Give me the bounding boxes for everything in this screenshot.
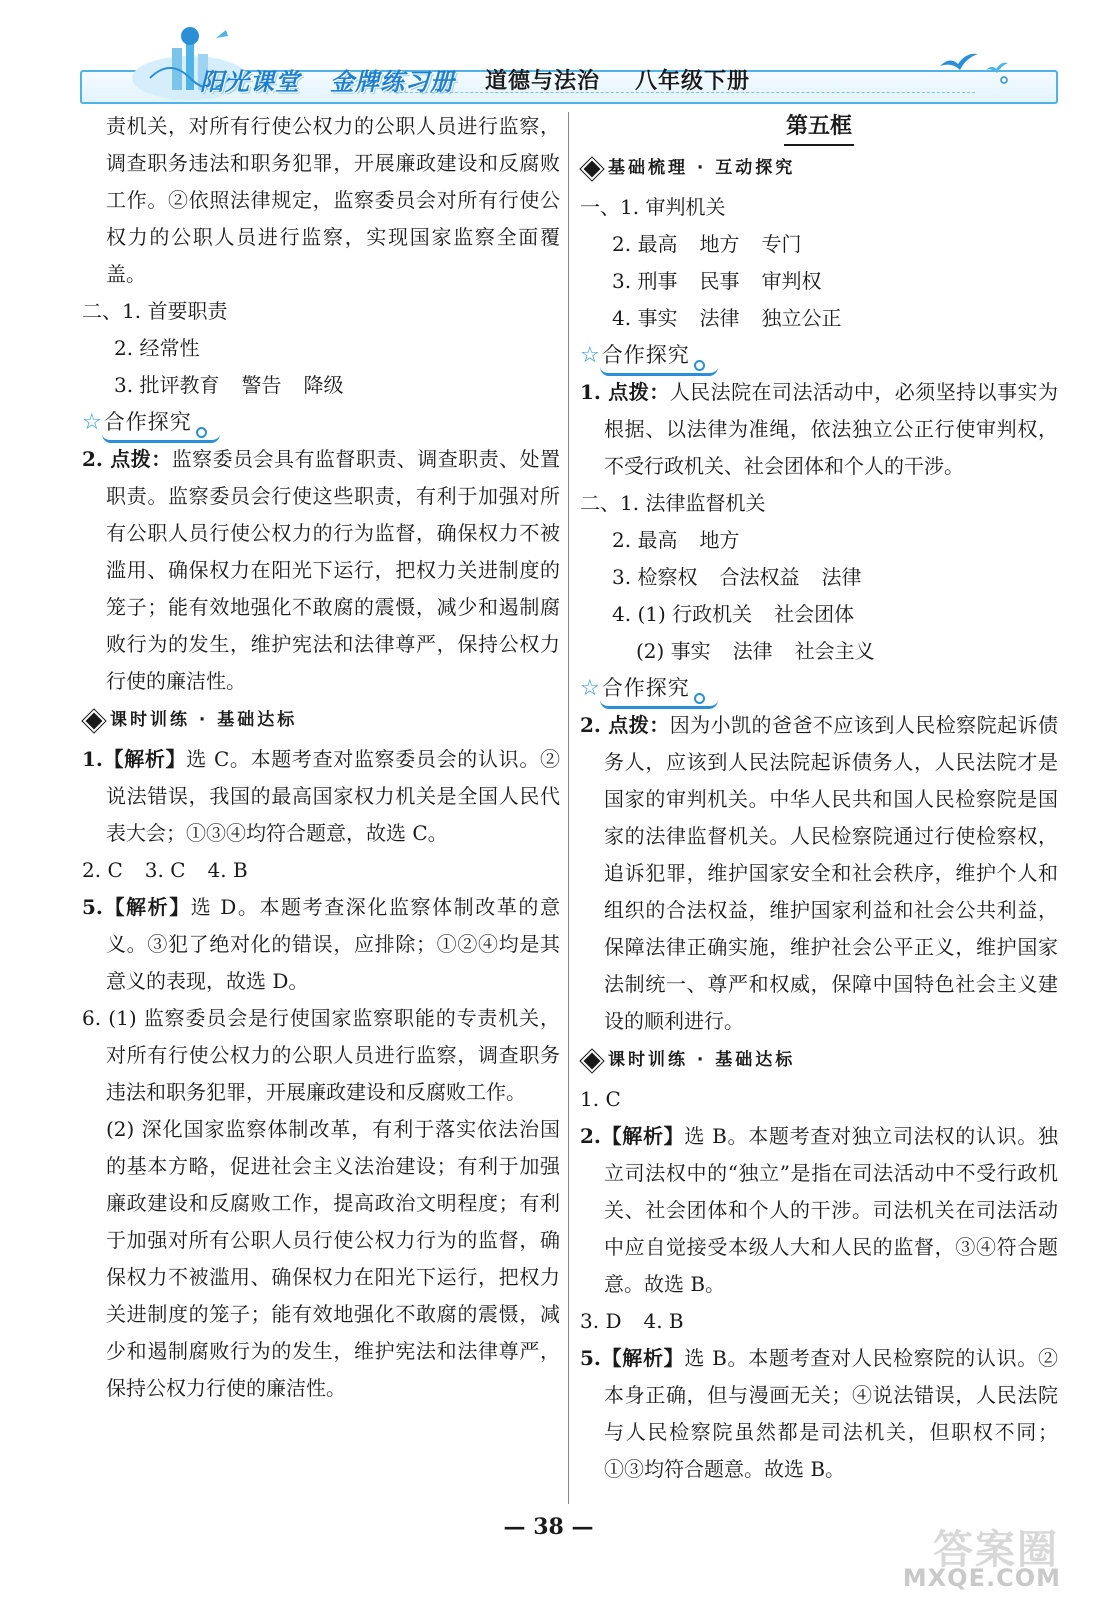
answer-paragraph: 2. 点拨：监察委员会具有监督职责、调查职责、处置职责。监察委员会行使这些职责，有利于加强对所有公职人员行使公权力的行为监督，确保权力不被滥用、确保权力在阳光下运行，把权力关进制度的笼子；能有效地强化不敢腐的震慑，减少和遏制腐败行为的发生，维护宪法和法律尊严，保持公权力行使的廉洁性。 xyxy=(82,447,561,693)
star-icon: ☆ xyxy=(580,343,600,368)
answer-paragraph: 6. (1) 监察委员会是行使国家监察职能的专责机关，对所有行使公权力的公职人员进行监察，调查职务违法和职务犯罪，开展廉政建设和反腐败工作。 xyxy=(82,1006,560,1104)
answer-paragraph: 2. 点拨：因为小凯的爸爸不应该到人民检察院起诉债务人，应该到人民法院起诉债务人，人民法院才是国家的审判机关。中华人民共和国人民检察院是国家的法律监督机关。人民检察院通过行使检察权，追诉犯罪，维护国家安全和社会秩序，维护个人和组织的合法权益，维护国家利益和社会公共利益，保障法律正确实施，维护社会公平正义，维护国家法制统一、尊严和权威，保障中国特色社会主义建设的顺利进行。 xyxy=(580,713,1059,1033)
answer-line: (2) 事实 法律 社会主义 xyxy=(636,639,875,663)
answer-paragraph: 5.【解析】选 D。本题考查深化监察体制改革的意义。③犯了绝对化的错误，应排除；①②④均是其意义的表现，故选 D。 xyxy=(82,895,560,993)
answer-paragraph: 1. 点拨：人民法院在司法活动中，必须坚持以事实为根据、以法律为准绳，依法独立公正行使审判权，不受行政机关、社会团体和个人的干涉。 xyxy=(580,380,1059,478)
answer-line xyxy=(82,367,560,404)
answer-line: 4. (1) 行政机关 社会团体 xyxy=(612,602,855,626)
answer-paragraph: 5.【解析】选 B。本题考查对人民检察院的认识。②本身正确，但与漫画无关；④说法错误，人民法院与人民检察院虽然都是司法机关，但职权不同；①③均符合题意。故选 B。 xyxy=(580,1346,1058,1481)
frame-title: 第五框 xyxy=(580,108,1058,148)
left-column xyxy=(82,108,560,1407)
answer-line: 2. 经常性 xyxy=(114,336,200,360)
answer-term: 3. 批评教育 xyxy=(114,373,220,397)
answer-paragraph: 责机关，对所有行使公权力的公职人员进行监察，调查职务违法和职务犯罪，开展廉政建设和反腐败工作。②依照法律规定，监察委员会对所有行使公权力的公职人员进行监察，实现国家监察全面覆盖。 xyxy=(106,114,560,286)
cooperative-inquiry-heading: ☆ 合作探究 xyxy=(580,337,1058,374)
section-heading: 课时训练 · 基础达标 xyxy=(82,702,560,739)
section-heading: 基础梳理 · 互动探究 xyxy=(580,150,1058,187)
diamond-icon xyxy=(581,1049,604,1072)
swoosh-underline xyxy=(600,367,718,376)
star-icon: ☆ xyxy=(580,676,600,701)
answer-line: 一、1. 审判机关 xyxy=(580,195,726,219)
diamond-icon xyxy=(83,709,106,732)
answer-line: 二、1. 法律监督机关 xyxy=(580,491,766,515)
column-divider xyxy=(568,112,569,1504)
cooperative-inquiry-heading: ☆ 合作探究 xyxy=(82,404,560,441)
swoosh-underline xyxy=(600,700,718,709)
answer-term: 4. B xyxy=(207,858,248,882)
page-header xyxy=(80,18,1060,102)
answer-term: 2. C xyxy=(82,858,123,882)
answer-line: 二、1. 首要职责 xyxy=(82,299,228,323)
answer-paragraph: (2) 深化国家监察体制改革，有利于落实依法治国的基本方略，促进社会主义法治建设；有利于加强廉政建设和反腐败工作，提高政治文明程度；有利于加强对所有公职人员行使公权力行为的监督，确保权力不被滥用、确保权力在阳光下运行，把权力关进制度的笼子；能有效地强化不敢腐的震慑，减少和遏制腐败行为的发生，维护宪法和法律尊严，保持公权力行使的廉洁性。 xyxy=(106,1117,560,1400)
answer-line xyxy=(82,852,560,889)
diamond-icon xyxy=(581,157,604,180)
watermark-logo: 答案圈 MXQE.COM xyxy=(902,1527,1061,1592)
subject-title: 道德与法治 xyxy=(485,69,601,94)
answer-line: 3. 检察权 合法权益 法律 xyxy=(612,565,862,589)
star-icon: ☆ xyxy=(82,410,102,435)
brand-sunshine: 阳光课堂 xyxy=(200,68,300,96)
header-dash-rule xyxy=(395,92,975,93)
swoosh-underline xyxy=(102,434,220,443)
answer-line: 2. 最高 地方 专门 xyxy=(612,232,802,256)
grade-title: 八年级下册 xyxy=(635,69,751,94)
answer-term: 警告 xyxy=(241,373,282,397)
right-column xyxy=(580,108,1058,1488)
answer-line: 1. C xyxy=(580,1087,621,1111)
answer-line: 3. 刑事 民事 审判权 xyxy=(612,269,822,293)
birds-icon xyxy=(936,44,1016,84)
cooperative-inquiry-heading: ☆ 合作探究 xyxy=(580,670,1058,707)
answer-term: 降级 xyxy=(303,373,344,397)
brand-gold-workbook: 金牌练习册 xyxy=(330,68,455,96)
answer-paragraph: 1.【解析】选 C。本题考查对监察委员会的认识。②说法错误，我国的最高国家权力机关是全国人民代表大会；①③④均符合题意，故选 C。 xyxy=(82,747,560,845)
answer-line: 3. D 4. B xyxy=(580,1309,684,1333)
answer-paragraph: 2.【解析】选 B。本题考查对独立司法权的认识。独立司法权中的“独立”是指在司法活动中不受行政机关、社会团体和个人的干涉。司法机关在司法活动中应自觉接受本级人大和人民的监督，③④符合题意。故选 B。 xyxy=(580,1124,1058,1296)
answer-term: 3. C xyxy=(144,858,186,882)
section-heading: 课时训练 · 基础达标 xyxy=(580,1042,1058,1079)
answer-line: 4. 事实 法律 独立公正 xyxy=(612,306,842,330)
page-number: — 38 — xyxy=(503,1514,594,1540)
answer-line: 2. 最高 地方 xyxy=(612,528,740,552)
